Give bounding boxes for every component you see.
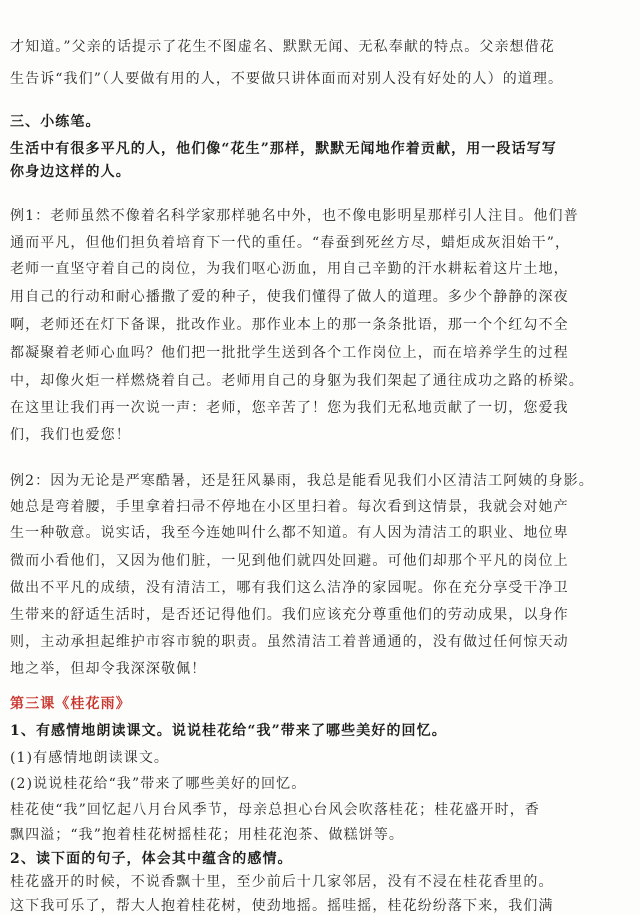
example-2-line: 生带来的舒适生活时，是否还记得他们。我们应该充分尊重他们的劳动成果，以身作 [10,607,569,623]
example-2-line: 她总是弯着腰，手里拿着扫帚不停地在小区里扫着。每次看到这情景，我就会对她产 [10,499,569,515]
example-1-line: 都凝聚着老师心血吗？他们把一批批学生送到各个工作岗位上，而在培养学生的过程 [10,345,569,361]
paragraph-line: 生告诉“我们”（人要做有用的人，不要做只讲体面而对别人没有好处的人）的道理。 [10,71,564,87]
example-2-line: 生一种敬意。说实话，我至今连她叫什么都不知道。有人因为清洁工的职业、地位卑 [10,525,569,541]
section-heading: 三、小练笔。 [10,114,101,130]
paragraph-line: 才知道。”父亲的话提示了花生不图虚名、默默无闻、无私奉献的特点。父亲想借花 [10,39,555,55]
example-1-line: 啊，老师还在灯下备课，批改作业。那作业本上的那一条条批语，那一个个红勾不全 [10,317,569,333]
example-2-line: 则，主动承担起维护市容市貌的职责。虽然清洁工着普通通的，没有做过任何惊天动 [10,634,569,650]
example-2-line: 例2：因为无论是严寒酷暑，还是狂风暴雨，我总是能看见我们小区清洁工阿姨的身影。 [10,473,594,489]
lesson-title: 第三课《桂花雨》 [10,696,131,712]
answer-line: (1)有感情地朗读课文。 [10,750,170,766]
quote-line: 这下我可乐了，帮大人抱着桂花树，使劲地摇。摇哇摇，桂花纷纷落下来，我们满 [10,898,554,914]
question-1-heading: 1、有感情地朗读课文。说说桂花给“我”带来了哪些美好的回忆。 [10,723,447,739]
exercise-prompt-line: 生活中有很多平凡的人，他们像“花生”那样，默默无闻地作着贡献，用一段话写写 [10,141,557,157]
exercise-prompt-line: 你身边这样的人。 [10,164,131,180]
answer-line: (2)说说桂花给“我”带来了哪些美好的回忆。 [10,776,307,792]
example-1-line: 中，却像火炬一样燃烧着自己。老师用自己的身躯为我们架起了通往成功之路的桥梁。 [10,373,584,389]
example-1-line: 们，我们也爱您！ [10,427,131,443]
example-1-line: 在这里让我们再一次说一声：老师，您辛苦了！您为我们无私地贡献了一切，您爱我 [10,400,569,416]
quote-line: 桂花盛开的时候，不说香飘十里，至少前后十几家邻居，没有不浸在桂花香里的。 [10,874,554,890]
example-1-line: 用自己的行动和耐心播撒了爱的种子，使我们懂得了做人的道理。多少个静静的深夜 [10,289,569,305]
example-1-line: 老师一直坚守着自己的岗位，为我们呕心沥血，用自己辛勤的汗水耕耘着这片土地， [10,261,569,277]
example-2-line: 地之举，但却令我深深敬佩！ [10,661,207,677]
example-1-line: 通而平凡，但他们担负着培育下一代的重任。“春蚕到死丝方尽，蜡炬成灰泪始干”， [10,235,571,251]
example-2-line: 微而小看他们，又因为他们脏，一见到他们就四处回避。可他们却那个平凡的岗位上 [10,553,569,569]
example-2-line: 做出不平凡的成绩，没有清洁工，哪有我们这么洁净的家园呢。你在充分享受干净卫 [10,580,569,596]
answer-line: 桂花使“我”回忆起八月台风季节，母亲总担心台风会吹落桂花；桂花盛开时，香 [10,802,540,818]
example-1-line: 例1：老师虽然不像着名科学家那样驰名中外，也不像电影明星那样引人注目。他们普 [10,208,579,224]
question-2-heading: 2、读下面的句子，体会其中蕴含的感情。 [10,851,293,867]
answer-line: 飘四溢；“我”抱着桂花树摇桂花；用桂花泡茶、做糕饼等。 [10,827,405,843]
